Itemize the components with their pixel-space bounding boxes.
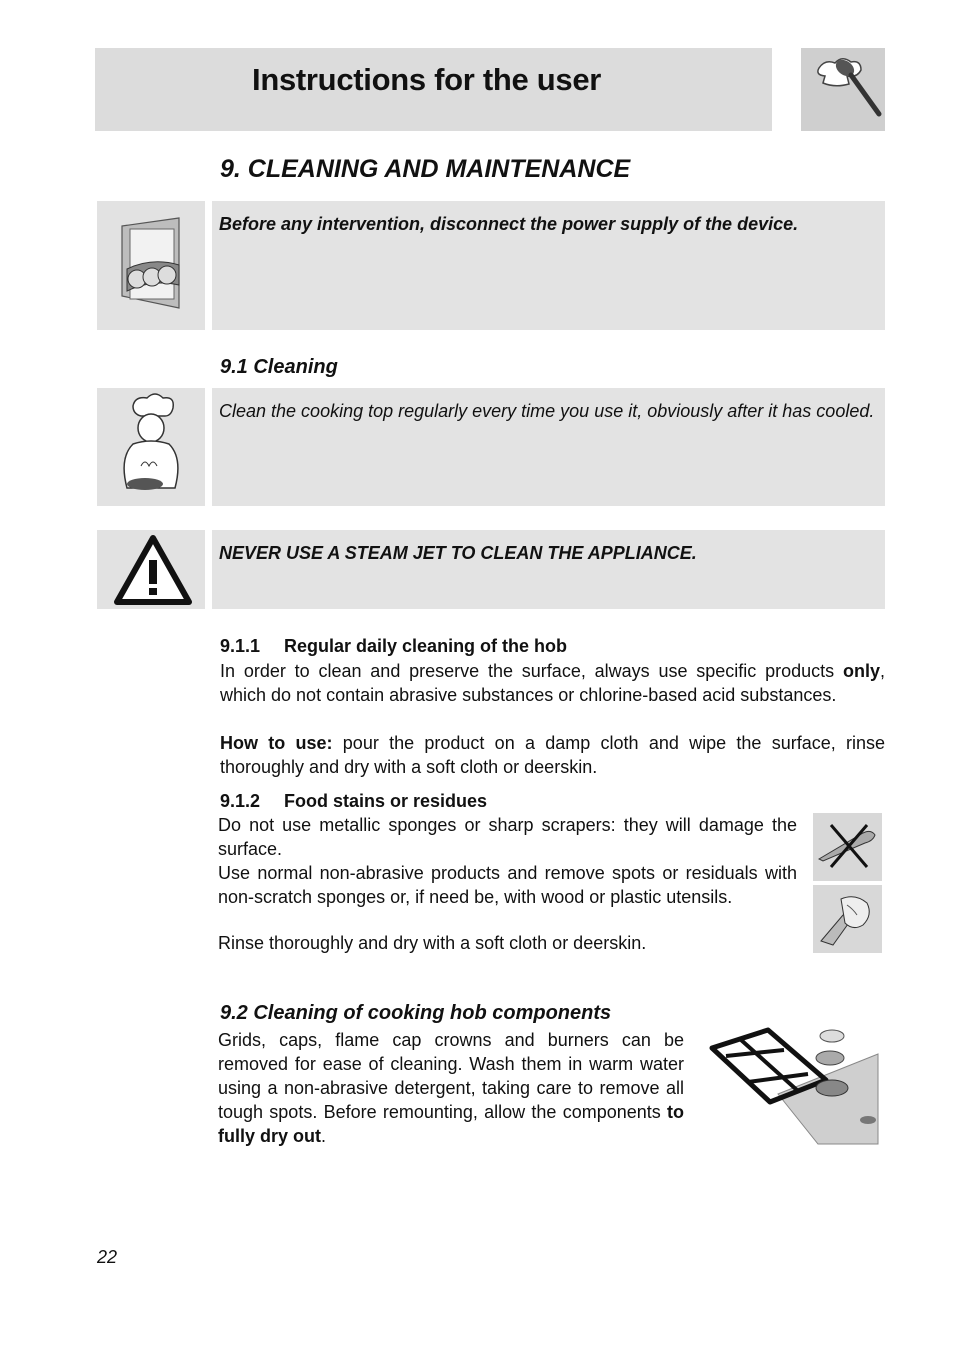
cleaning-note-box: [212, 388, 885, 506]
components-para: [218, 1028, 684, 1148]
warning-note-box: [212, 530, 885, 609]
daily-p1-text-b: , which do not contain abrasive substances or chlorine-based acid substances.: [220, 661, 885, 705]
food-stains-para1: Do not use metallic sponges or sharp scrapers: they will damage the surface.: [218, 815, 797, 859]
food-stains-para3: Rinse thoroughly and dry with a soft cloth or deerskin.: [218, 933, 647, 953]
daily-p2-bold: How to use:: [220, 733, 333, 753]
socket-plug-icon: [97, 201, 205, 330]
components-text-bold: to fully dry out: [218, 1102, 684, 1146]
cleaning-note-text: Clean the cooking top regularly every time you use it, obviously after it has cooled.: [219, 401, 875, 421]
power-note-box: [212, 201, 885, 330]
page-header-title: Instructions for the user: [252, 62, 602, 97]
daily-p1-bold: only: [842, 661, 880, 681]
sponge-hand-icon: [813, 885, 882, 953]
food-stains-para2: Use normal non-abrasive products and remove spots or residuals with non-scratch sponges or, if need be, with wood or plastic utensils.: [218, 863, 797, 907]
daily-p2-text: pour the product on a damp cloth and wipe the surface, rinse thoroughly and dry with a soft cloth or deerskin.: [220, 733, 886, 777]
hob-grid-burner-image: [708, 1024, 880, 1148]
power-note-text: Before any intervention, disconnect the power supply of the device.: [219, 214, 799, 234]
warning-note-text: NEVER USE A STEAM JET TO CLEAN THE APPLIANCE.: [219, 543, 697, 563]
daily-cleaning-title: Regular daily cleaning of the hob: [284, 636, 568, 656]
daily-p1-text-a: In order to clean and preserve the surface, always use specific products: [220, 661, 843, 681]
page-number: 22: [97, 1247, 118, 1267]
components-subtitle: 9.2 Cleaning of cooking hob components: [220, 1002, 612, 1024]
no-knife-icon: [813, 813, 882, 881]
spoon-chef-hat-icon: [801, 48, 885, 131]
daily-cleaning-heading: [220, 636, 567, 657]
daily-cleaning-para2: [220, 731, 885, 779]
components-text-a: Grids, caps, flame cap crowns and burners can be removed for ease of cleaning. Wash them in warm water using a non-abrasive detergent, taking care to remove all tough spots. Before remounting, allow the components: [218, 1030, 684, 1122]
food-stains-number: 9.1.2: [220, 791, 261, 811]
daily-cleaning-number: 9.1.1: [220, 636, 261, 656]
cleaning-subtitle: 9.1 Cleaning: [220, 356, 338, 378]
chef-icon: [97, 388, 205, 506]
warning-triangle-icon: [97, 530, 205, 609]
food-stains-title: Food stains or residues: [284, 791, 488, 811]
components-text-end: .: [321, 1126, 327, 1146]
section-title: 9. CLEANING AND MAINTENANCE: [220, 155, 631, 183]
food-stains-heading: [220, 791, 487, 812]
daily-cleaning-para1: [220, 659, 885, 707]
